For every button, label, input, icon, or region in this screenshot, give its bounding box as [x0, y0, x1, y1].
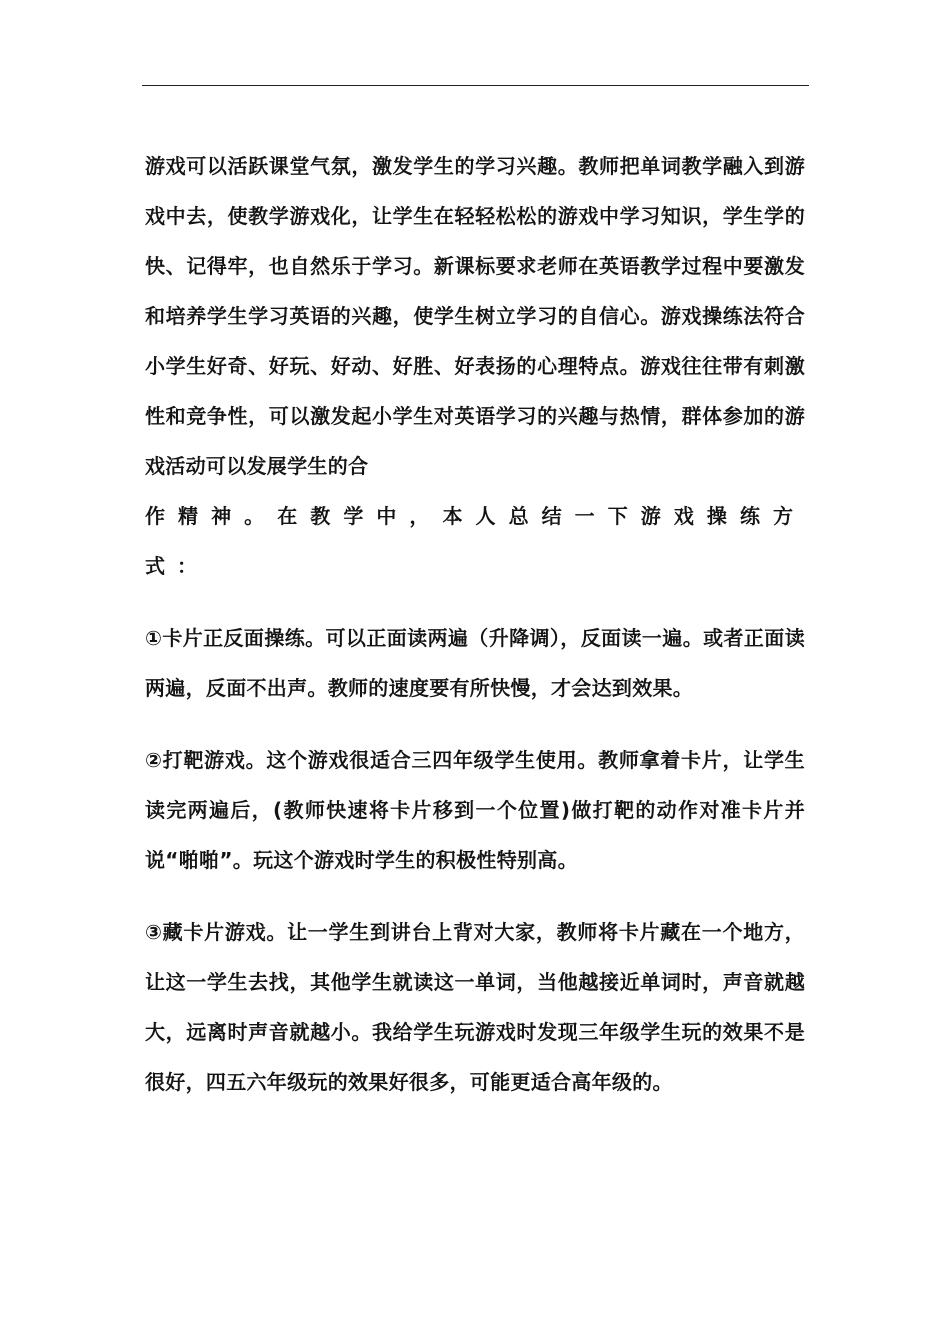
document-body — [145, 141, 805, 1129]
intro-last-line: 作精神。在教学中，本人总结一下游戏操练方式： — [145, 504, 805, 578]
header-rule — [142, 85, 809, 86]
method-item-target-game: ②打靶游戏。这个游戏很适合三四年级学生使用。教师拿着卡片，让学生读完两遍后，(教师快速将卡片移到一个位置)做打靶的动作对准卡片并说“啪啪”。玩这个游戏时学生的积极性特别高。 — [145, 748, 805, 872]
method-item-hide-card-game: ③藏卡片游戏。让一学生到讲台上背对大家，教师将卡片藏在一个地方，让这一学生去找，其他学生就读这一单词，当他越接近单词时，声音就越大，远离时声音就越小。我给学生玩游戏时发现三年级学生玩的效果不是很好，四五六年级玩的效果好很多，可能更适合高年级的。 — [145, 920, 805, 1094]
method-item-card-flip: ①卡片正反面操练。可以正面读两遍（升降调），反面读一遍。或者正面读两遍，反面不出声。教师的速度要有所快慢，才会达到效果。 — [145, 626, 805, 700]
intro-paragraph — [145, 141, 805, 591]
intro-text: 游戏可以活跃课堂气氛，激发学生的学习兴趣。教师把单词教学融入到游戏中去，使教学游戏化，让学生在轻轻松松的游戏中学习知识，学生学的快、记得牢，也自然乐于学习。新课标要求老师在英语教学过程中要激发和培养学生学习英语的兴趣，使学生树立学习的自信心。游戏操练法符合小学生好奇、好玩、好动、好胜、好表扬的心理特点。游戏往往带有刺激性和竞争性，可以激发起小学生对英语学习的兴趣与热情，群体参加的游戏活动可以发展学生的合 — [145, 154, 805, 478]
